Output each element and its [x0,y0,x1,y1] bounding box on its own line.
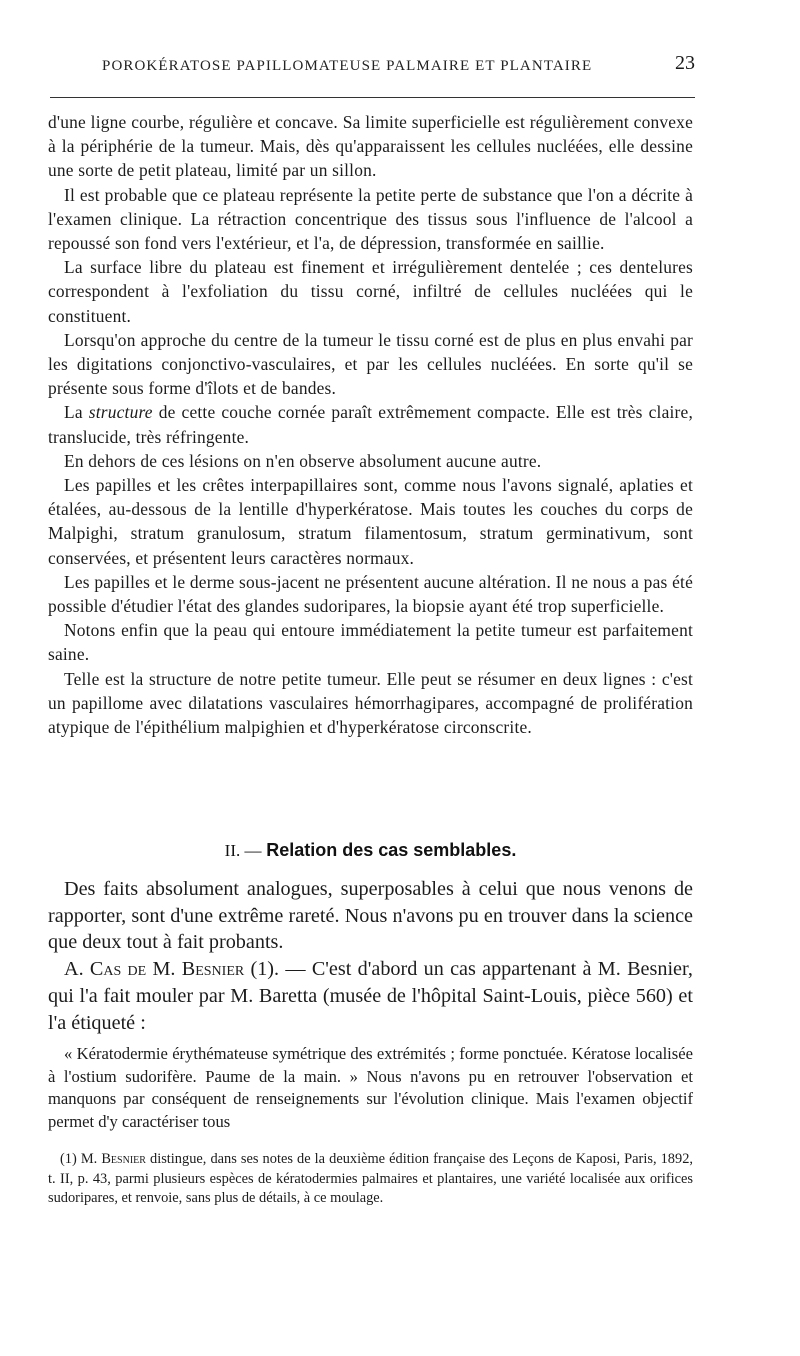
header-rule [50,97,695,98]
footnote-marker: (1) M. [60,1151,102,1167]
quote-block [48,1043,693,1134]
footnote-author: Besnier [101,1151,146,1167]
paragraph: Les papilles et les crêtes interpapillaires sont, comme nous l'avons signalé, aplaties et étalées, au-dessous de la lentille d'hyperkératose. Mais toutes les couches du corps de Malpighi, stratum granulosum, stratum filamentosum, stratum germinativum, sont conservées, et présentent leurs caractères normaux. [48,475,693,568]
paragraph: En dehors de ces lésions on n'en observe absolument aucune autre. [64,450,542,471]
quote-paragraph: « Kératodermie érythémateuse symétrique des extrémités ; forme ponctuée. Kératose localisée à l'ostium sudorifère. Paume de la main. » Nous n'avons pu en retrouver l'observation et manquons par conséquent de renseignements sur l'évolution clinique. Mais l'examen objectif permet d'y caractériser tous [48,1044,693,1132]
footnote-paragraph [48,1150,693,1209]
paragraph: Lorsqu'on approche du centre de la tumeur le tissu corné est de plus en plus envahi par les digitations conjonctivo-vasculaires, et par les cellules nucléées. En sorte qu'il se présente sous forme d'îlots et de bandes. [48,329,693,399]
paragraph: d'une ligne courbe, régulière et concave. Sa limite superficielle est régulièrement convexe à la périphérie de la tumeur. Mais, dès qu'apparaissent les cellules nucléées, elle dessine une sorte de petit plateau, limité par un sillon. [48,112,693,181]
paragraph: La surface libre du plateau est finement et irrégulièrement dentelée ; ces dentelures correspondent à l'exfoliation du tissu corné, infiltré de cellules nucléées qui le constituent. [48,257,693,326]
paragraph [48,956,693,1036]
page-header [50,52,695,86]
paragraph: Les papilles et le derme sous-jacent ne présentent aucune altération. Il ne nous a pas été possible d'étudier l'état des glandes sudoripares, la biopsie ayant été trop superficielle. [48,571,693,617]
footnote [48,1150,693,1209]
paragraph: Notons enfin que la peau qui entoure immédiatement la petite tumeur est parfaitement saine. [48,620,693,665]
section-number: II. — [224,841,262,860]
paragraph: Il est probable que ce plateau représente la petite perte de substance que l'on a décrite à l'examen clinique. La rétraction concentrique des tissus sous l'influence de l'alcool a repoussé son fond vers l'extérieur, et l'a, de dépression, transformée en saillie. [48,184,693,254]
body-text [48,110,693,739]
text-run: La [64,402,89,423]
paragraph [48,400,693,448]
section-title: Relation des cas semblables. [266,840,517,860]
footnote-text: distingue, dans ses notes de la deuxième édition française des Leçons de Kaposi, Paris, 1892, t. II, p. 43, parmi plusieurs espèces de kératodermies palmaires et plantaires, une variété localisée aux orifices sudoripares, et renvoie, sans plus de détails, à ce moulage. [48,1151,693,1207]
case-label: A. Cas de M. Besnier [64,958,245,981]
italic-word: structure [88,402,153,423]
paragraph: Des faits absolument analogues, superposables à celui que nous venons de rapporter, sont d'une extrême rareté. Nous n'avons pu en trouver dans la science que deux tout à fait probants. [48,878,693,954]
text-run: C'est d'abord un cas appartenant à M. Besnier, qui l'a fait mouler par M. Baretta (musée de l'hôpital Saint-Louis, pièce 560) et l'a étiqueté : [48,958,693,1034]
section-heading [48,840,693,861]
running-title: POROKÉRATOSE PAPILLOMATEUSE PALMAIRE ET PLANTAIRE [102,58,593,74]
section-body [48,876,693,1036]
footnote-ref: (1). — [244,958,312,981]
page-number: 23 [675,52,695,74]
text-run: de cette couche cornée paraît extrêmement compacte. Elle est très claire, translucide, très réfringente. [48,402,693,447]
paragraph: Telle est la structure de notre petite tumeur. Elle peut se résumer en deux lignes : c'est un papillome avec dilatations vasculaires hémorrhagipares, accompagné de prolifération atypique de l'épithélium malpighien et d'hyperkératose circonscrite. [48,668,693,738]
